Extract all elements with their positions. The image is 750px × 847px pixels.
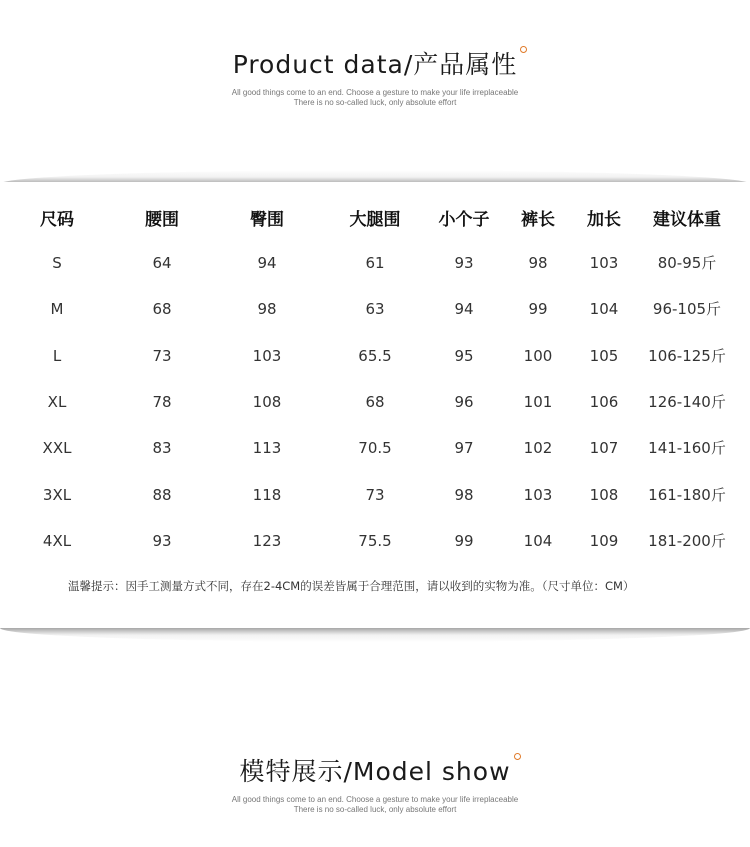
table-cell: 98	[454, 485, 474, 504]
header-cell: 臀围	[250, 210, 284, 230]
header-cell: 小个子	[438, 210, 490, 230]
header-cell: 尺码	[40, 210, 74, 230]
table-cell: 97	[454, 439, 474, 458]
table-cell: 70.5	[358, 439, 392, 458]
table-cell: 105	[589, 346, 619, 365]
table-cell: 98	[257, 300, 277, 319]
header-cell: 建议体重	[653, 210, 721, 230]
table-row	[0, 526, 750, 556]
table-cell: 99	[454, 531, 474, 550]
table-cell: 181-200斤	[648, 531, 726, 550]
table-cell: L	[52, 346, 62, 365]
header-cell: 腰围	[145, 210, 179, 230]
table-cell: 68	[365, 392, 385, 411]
table-cell: 3XL	[42, 485, 72, 504]
table-cell: 113	[252, 439, 282, 458]
tagline-line-1: All good things come to an end. Choose a gesture to make your life irreplaceable	[231, 795, 519, 804]
table-cell: 63	[365, 300, 385, 319]
product-data-title	[233, 50, 518, 80]
header-cell: 裤长	[521, 210, 555, 230]
table-cell: 93	[454, 254, 474, 272]
table-cell: 109	[589, 531, 619, 550]
decorative-circle-icon	[514, 753, 521, 760]
table-row	[0, 433, 750, 463]
table-row	[0, 248, 750, 278]
model-show-header	[0, 757, 750, 815]
table-cell: 88	[152, 485, 172, 504]
table-cell: 73	[152, 346, 172, 365]
table-row	[0, 387, 750, 417]
table-cell: 118	[252, 485, 282, 504]
tagline-line-1: All good things come to an end. Choose a gesture to make your life irreplaceable	[231, 88, 519, 97]
table-cell: 104	[589, 300, 619, 319]
table-cell: 75.5	[358, 531, 392, 550]
table-cell: 106	[589, 392, 619, 411]
table-cell: 4XL	[42, 531, 72, 550]
table-cell: 65.5	[358, 346, 392, 365]
table-cell: 94	[454, 300, 474, 319]
table-cell: 61	[365, 254, 385, 272]
header-cell: 大腿围	[349, 210, 401, 230]
table-cell: 108	[252, 392, 282, 411]
table-cell: 96	[454, 392, 474, 411]
product-data-title-text: Product data/产品属性	[232, 50, 518, 79]
table-cell: 99	[528, 300, 548, 319]
table-cell: M	[50, 300, 64, 319]
table-cell: 73	[365, 485, 385, 504]
table-cell: 101	[523, 392, 553, 411]
table-cell: XXL	[42, 439, 72, 458]
model-show-title-text: 模特展示/Model show	[239, 757, 511, 786]
measurement-note: 温馨提示：因手工测量方式不同，存在2-4CM的误差皆属于合理范围，请以收到的实物为准。（尺寸单位：CM）	[68, 579, 635, 593]
table-cell: S	[52, 254, 62, 272]
table-cell: 78	[152, 392, 172, 411]
table-row	[0, 341, 750, 371]
tagline-line-2: There is no so-called luck, only absolute effort	[293, 98, 457, 107]
product-data-header	[0, 50, 750, 108]
table-cell: 95	[454, 346, 474, 365]
table-cell: 96-105斤	[652, 300, 722, 319]
table-cell: 80-95斤	[657, 254, 717, 272]
band-bottom-shadow	[0, 628, 750, 642]
table-cell: 64	[152, 254, 172, 272]
table-cell: 107	[589, 439, 619, 458]
tagline-line-2: There is no so-called luck, only absolute effort	[293, 805, 457, 814]
table-header-row	[0, 205, 750, 235]
table-cell: 93	[152, 531, 172, 550]
table-cell: XL	[47, 392, 67, 411]
table-cell: 123	[252, 531, 282, 550]
model-show-title	[239, 757, 510, 787]
table-cell: 103	[523, 485, 553, 504]
table-cell: 100	[523, 346, 553, 365]
table-cell: 108	[589, 485, 619, 504]
table-row	[0, 294, 750, 324]
table-cell: 98	[528, 254, 548, 272]
table-cell: 103	[252, 346, 282, 365]
table-cell: 141-160斤	[648, 439, 726, 458]
table-cell: 106-125斤	[648, 346, 726, 365]
table-cell: 104	[523, 531, 553, 550]
table-row	[0, 480, 750, 510]
table-cell: 102	[523, 439, 553, 458]
table-cell: 94	[257, 254, 277, 272]
table-cell: 161-180斤	[648, 485, 726, 504]
table-cell: 126-140斤	[648, 392, 726, 411]
table-cell: 103	[589, 254, 619, 272]
header-cell: 加长	[587, 210, 621, 230]
table-cell: 68	[152, 300, 172, 319]
decorative-circle-icon	[520, 46, 527, 53]
table-cell: 83	[152, 439, 172, 458]
